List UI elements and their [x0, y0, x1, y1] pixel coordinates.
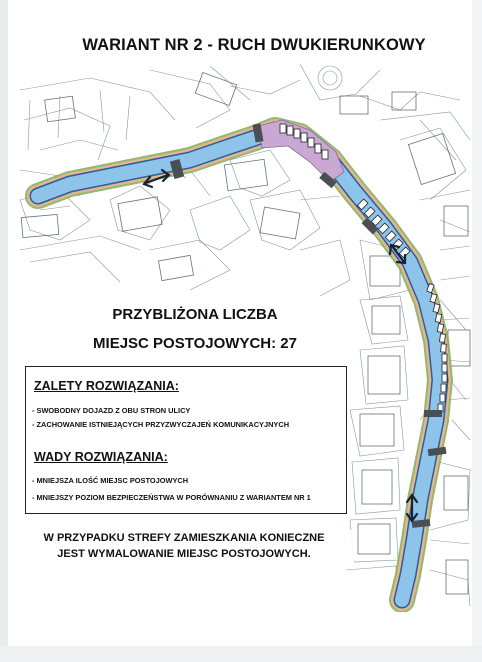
parking-count-label: [60, 300, 330, 358]
frame-right: [472, 0, 482, 662]
note-line2: JEST WYMALOWANIE MIEJSC POSTOJOWYCH.: [57, 548, 311, 560]
advantages-heading: ZALETY ROZWIĄZANIA:: [34, 379, 179, 393]
advantage-item-1: - SWOBODNY DOJAZD Z OBU STRON ULICY: [32, 406, 191, 415]
parking-count-line2: MIEJSC POSTOJOWYCH: 27: [93, 335, 297, 352]
frame-left: [0, 0, 8, 662]
note-line1: W PRZYPADKU STREFY ZAMIESZKANIA KONIECZNE: [43, 532, 325, 544]
parking-count-line1: PRZYBLIŻONA LICZBA: [112, 306, 278, 323]
disadvantage-item-2: - MNIEJSZY POZIOM BEZPIECZEŃSTWA W PORÓWNANIU Z WARIANTEM NR 1: [32, 493, 311, 502]
disadvantages-heading: WADY ROZWIĄZANIA:: [34, 450, 168, 464]
page-title: WARIANT NR 2 - RUCH DWUKIERUNKOWY: [82, 36, 426, 54]
pros-cons-box: [25, 366, 347, 514]
advantage-item-2: - ZACHOWANIE ISTNIEJĄCYCH PRZYZWYCZAJEŃ KOMUNIKACYJNYCH: [32, 420, 290, 429]
disadvantage-item-1: - MNIEJSZA ILOŚĆ MIEJSC POSTOJOWYCH: [32, 476, 189, 485]
note-text: [14, 530, 354, 562]
frame-bottom: [0, 646, 482, 662]
